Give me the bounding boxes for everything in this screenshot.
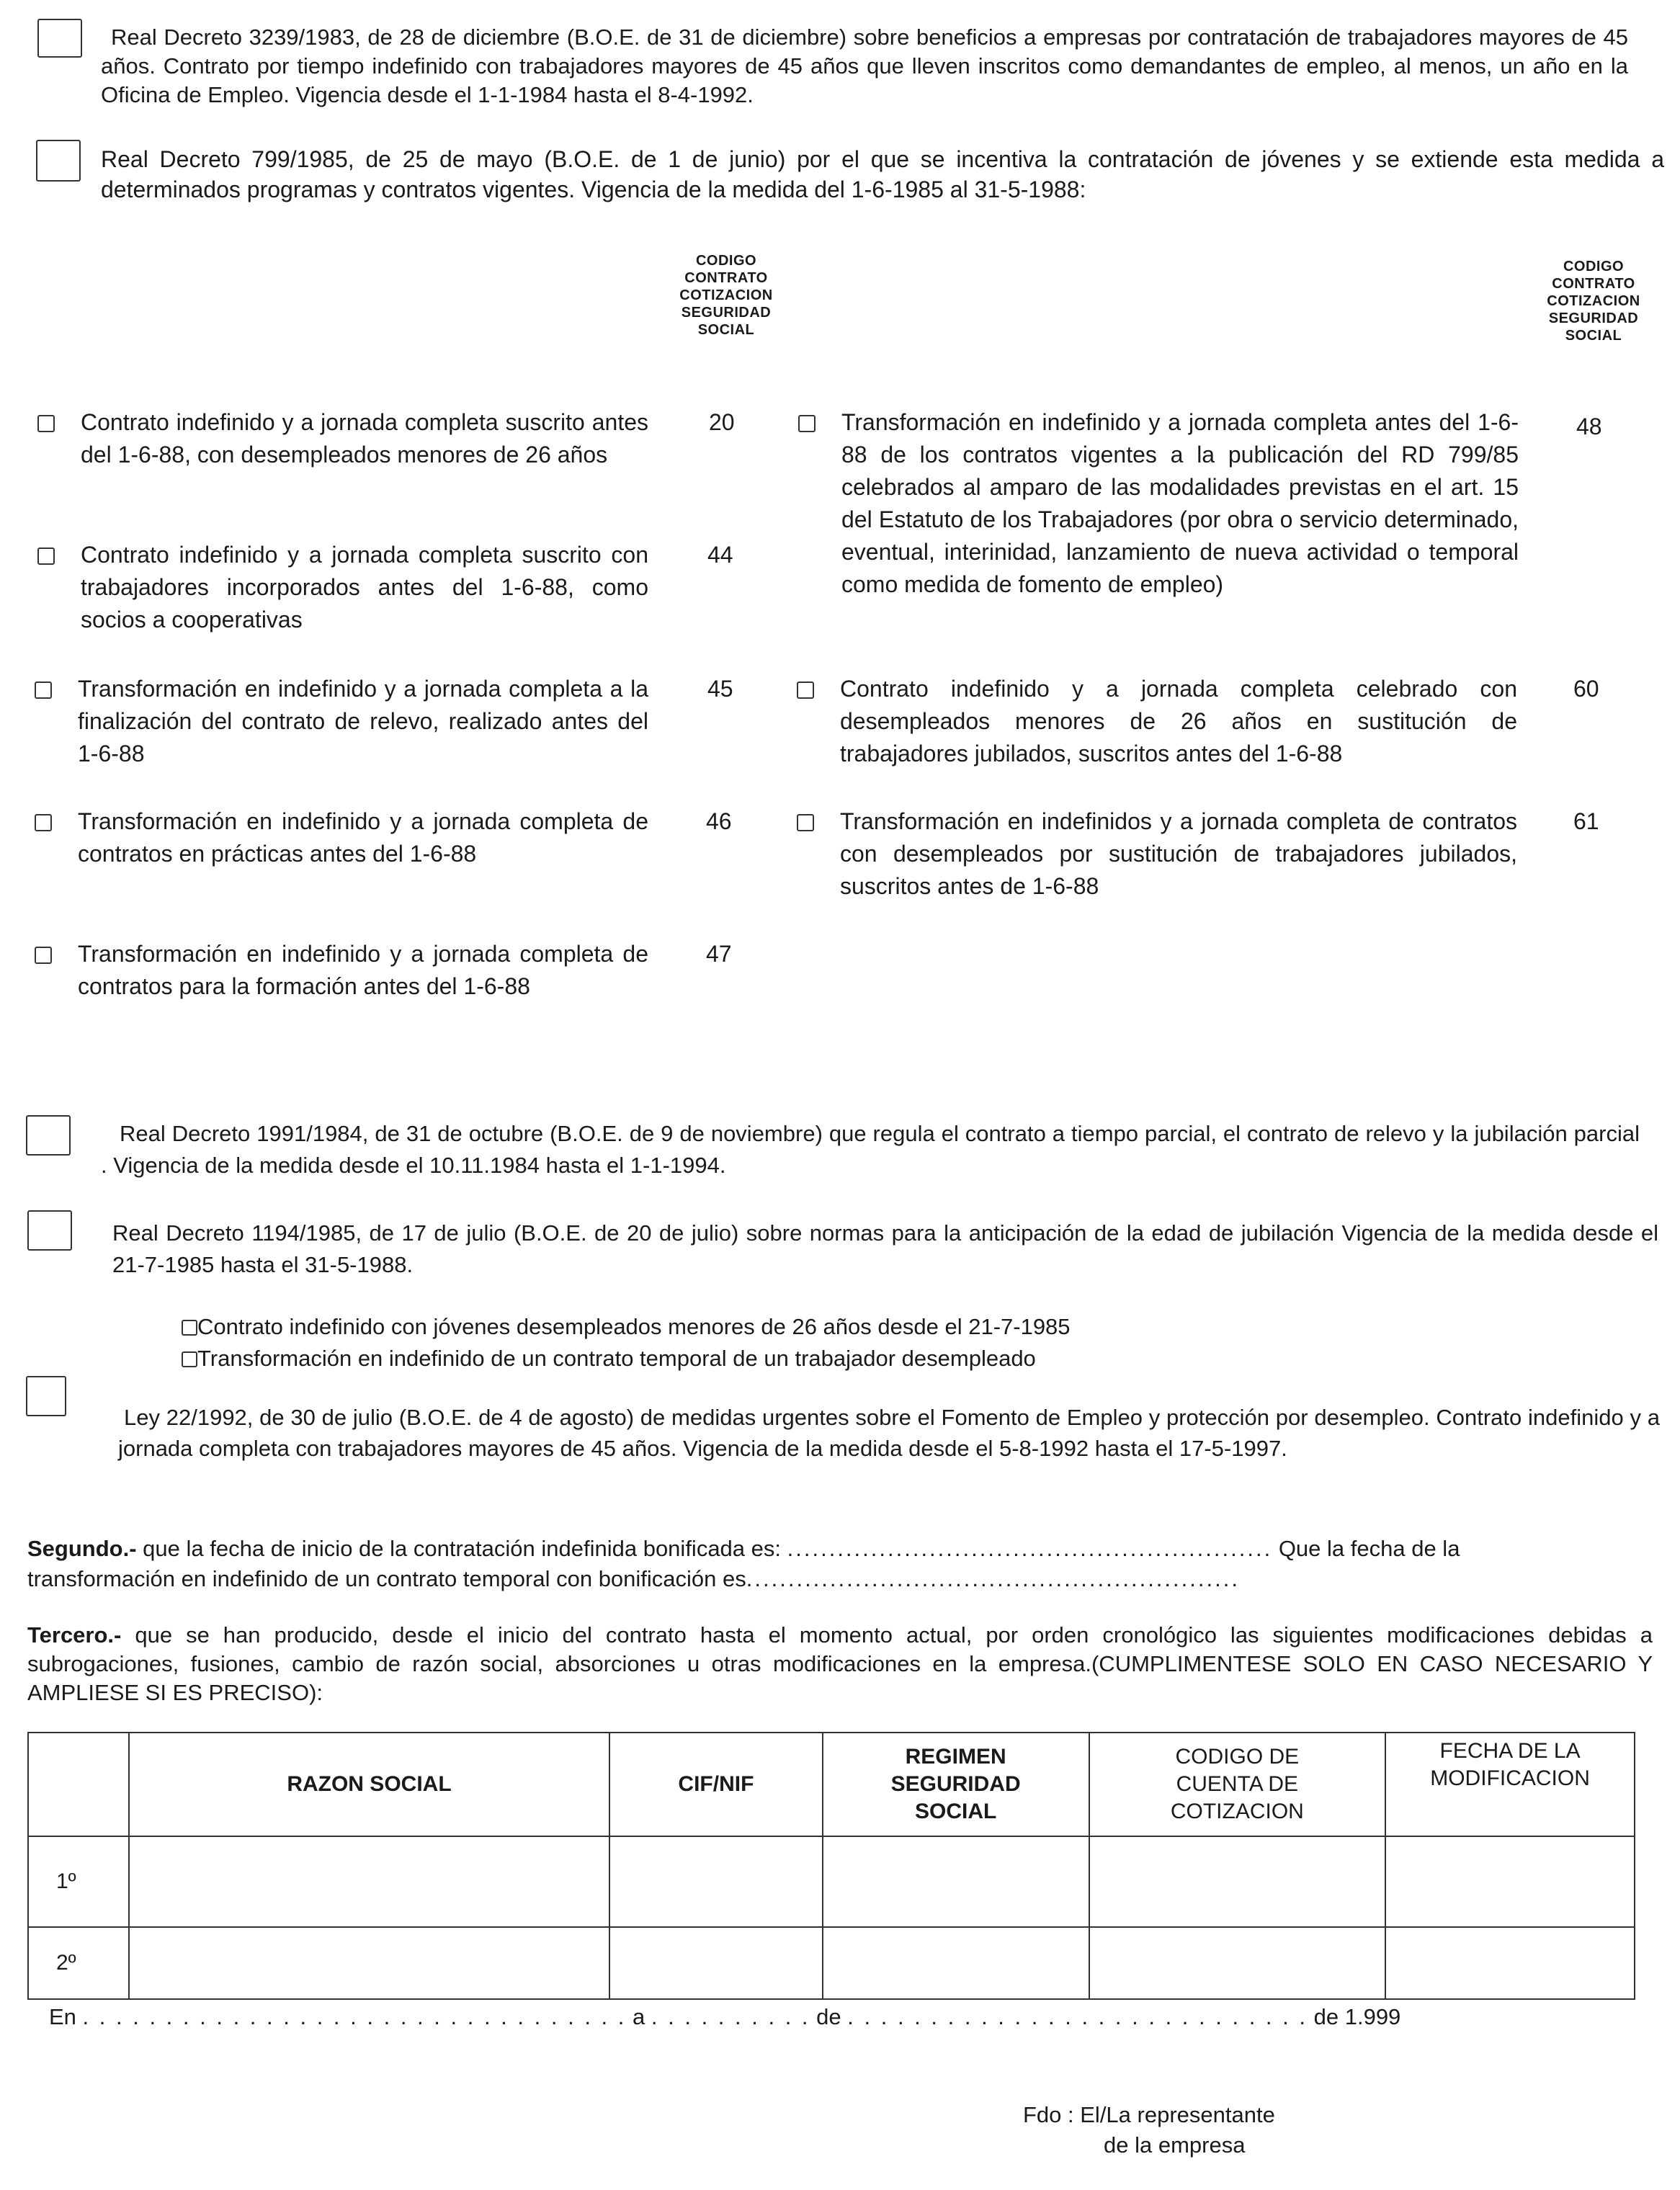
header-codigo-cuenta <box>1089 1733 1386 1836</box>
cif-nif-cell[interactable] <box>609 1836 823 1927</box>
place-label: En <box>49 2004 76 2029</box>
option-text: Contrato indefinido con jóvenes desempleados menores de 26 años desde el 21-7-1985 <box>197 1314 1071 1339</box>
header-line: SOCIAL <box>914 1800 997 1823</box>
option-checkbox[interactable] <box>35 814 52 831</box>
code-header-line: COTIZACION <box>679 287 773 303</box>
code-header-line: SEGURIDAD <box>681 305 772 321</box>
header-fecha-modificacion <box>1385 1733 1635 1836</box>
code-header-line: CONTRATO <box>684 270 768 286</box>
rd1194-option-1 <box>182 1313 1334 1341</box>
year-label: de 1.999 <box>1313 2004 1401 2029</box>
code-header-line: CODIGO <box>695 253 757 269</box>
segundo-label: Segundo.- <box>27 1536 137 1561</box>
rd799-checkbox[interactable] <box>36 140 81 182</box>
signature-line-2: de la empresa <box>1104 2132 1246 2158</box>
option-code-value: 48 <box>1576 414 1602 439</box>
option-text: Transformación en indefinido y a jornada completa de contratos para la formación antes del 1-6-88 <box>78 941 648 999</box>
header-line: CODIGO DE <box>1175 1745 1300 1769</box>
code-header-line: CONTRATO <box>1552 276 1635 292</box>
table-header-row <box>28 1733 1635 1836</box>
rd1194-text: Real Decreto 1194/1985, de 17 de julio (B.O.E. de 20 de julio) sobre normas para la anticipación de la edad de jubilación Vigencia de la medida desde el 21-7-1985 hasta el 31-5-1988. <box>112 1220 1658 1277</box>
tercero-label: Tercero.- <box>27 1622 122 1648</box>
option-code-45 <box>35 673 648 770</box>
option-code-20 <box>37 406 648 471</box>
place-field[interactable]: . . . . . . . . . . . . . . . . . . . . . . . . . . . . . . . . . <box>82 2004 627 2029</box>
fecha-modificacion-cell[interactable] <box>1385 1927 1635 1999</box>
day-label: a <box>633 2004 645 2029</box>
option-checkbox[interactable] <box>37 548 55 565</box>
option-checkbox[interactable] <box>798 415 816 432</box>
rd3239-checkbox[interactable] <box>37 19 82 58</box>
table-row <box>28 1927 1635 1999</box>
rd1991-checkbox[interactable] <box>26 1115 71 1156</box>
cif-nif-cell[interactable] <box>609 1927 823 1999</box>
option-code-value: 20 <box>709 409 735 435</box>
option-code-value: 44 <box>707 542 733 568</box>
option-code-48 <box>798 406 1519 601</box>
ley22-text: Ley 22/1992, de 30 de julio (B.O.E. de 4 de agosto) de medidas urgentes sobre el Fomento de Empleo y protección por desempleo. Contrato indefinido y a jornada completa con trabajadores mayores de 45 años. Vigencia de la medida desde el 5-8-1992 hasta el 17-5-1997. <box>118 1405 1660 1461</box>
header-line: MODIFICACION <box>1430 1766 1590 1790</box>
month-field[interactable]: . . . . . . . . . . . . . . . . . . . . . . . . . . . . <box>847 2004 1308 2029</box>
option-code-46 <box>35 805 648 870</box>
header-line: REGIMEN <box>905 1745 1006 1769</box>
option-text: Transformación en indefinido y a jornada completa a la finalización del contrato de relevo, realizado antes del 1-6-88 <box>78 676 648 766</box>
segundo-line-1 <box>27 1534 1641 1563</box>
rd3239-text: Real Decreto 3239/1983, de 28 de diciembre (B.O.E. de 31 de diciembre) sobre beneficios a empresas por contratación de trabajadores mayores de 45 años. Contrato por tiempo indefinido con trabajadores mayores de 45 años que lleven inscritos como demandantes de empleo, al menos, un año en la Oficina de Empleo. Vigencia desde el 1-1-1984 hasta el 8-4-1992. <box>101 24 1628 107</box>
header-line: FECHA DE LA <box>1439 1739 1581 1763</box>
option-text: Contrato indefinido y a jornada completa suscrito antes del 1-6-88, con desempleados menores de 26 años <box>81 409 648 468</box>
option-checkbox[interactable] <box>182 1320 197 1336</box>
segundo-line-2 <box>27 1565 1641 1594</box>
option-checkbox[interactable] <box>182 1351 197 1367</box>
header-line: SEGURIDAD <box>890 1772 1021 1796</box>
code-header-line: SEGURIDAD <box>1548 310 1639 326</box>
option-text: Contrato indefinido y a jornada completa suscrito con trabajadores incorporados antes del 1-6-88, como socios a cooperativas <box>81 542 648 633</box>
rd1991-text: Real Decreto 1991/1984, de 31 de octubre (B.O.E. de 9 de noviembre) que regula el contrato a tiempo parcial, el contrato de relevo y la jubilación parcial . Vigencia de la medida desde el 10.11.1984 hasta el 1-1-1994. <box>101 1121 1640 1178</box>
codigo-cuenta-cell[interactable] <box>1089 1927 1386 1999</box>
code-header-left <box>676 252 777 339</box>
option-code-value: 45 <box>707 676 733 702</box>
segundo-date-field[interactable]: .......................................................... <box>787 1536 1273 1561</box>
option-text: Contrato indefinido y a jornada completa celebrado con desempleados menores de 26 años en sustitución de trabajadores jubilados, suscritos antes del 1-6-88 <box>840 676 1517 766</box>
code-header-line: SOCIAL <box>697 322 755 338</box>
rd1194-checkbox[interactable] <box>27 1210 72 1251</box>
segundo-text-2: Que la fecha de la <box>1278 1536 1460 1561</box>
modifications-table <box>27 1732 1635 2000</box>
option-checkbox[interactable] <box>797 681 814 699</box>
option-code-value: 61 <box>1573 808 1599 834</box>
ley22-checkbox[interactable] <box>26 1376 66 1416</box>
header-line: CUENTA DE <box>1176 1772 1299 1796</box>
segundo-text-1: que la fecha de inicio de la contratación indefinida bonificada es: <box>143 1536 782 1561</box>
header-row-number <box>28 1733 129 1836</box>
option-checkbox[interactable] <box>797 814 814 831</box>
header-line: COTIZACION <box>1170 1800 1304 1823</box>
code-header-line: SOCIAL <box>1565 328 1622 344</box>
header-regimen <box>823 1733 1089 1836</box>
option-text: Transformación en indefinido de un contrato temporal de un trabajador desempleado <box>197 1346 1036 1371</box>
header-razon-social: RAZON SOCIAL <box>129 1733 609 1836</box>
option-code-value: 60 <box>1573 676 1599 702</box>
row-number: 2º <box>28 1927 129 1999</box>
table-row <box>28 1836 1635 1927</box>
option-code-44 <box>37 539 648 636</box>
month-label: de <box>816 2004 841 2029</box>
regimen-cell[interactable] <box>823 1836 1089 1927</box>
option-text: Transformación en indefinidos y a jornada completa de contratos con desempleados por sustitución de trabajadores jubilados, suscritos antes de 1-6-88 <box>840 808 1517 899</box>
tercero-text: que se han producido, desde el inicio del contrato hasta el momento actual, por orden cronológico las siguientes modificaciones debidas a subrogaciones, fusiones, cambio de razón social, absorciones u otras modificaciones en la empresa.(CUMPLIMENTESE SOLO EN CASO NECESARIO Y AMPLIESE SI ES PRECISO): <box>27 1622 1653 1705</box>
row-number: 1º <box>28 1836 129 1927</box>
option-text: Transformación en indefinido y a jornada completa antes del 1-6-88 de los contratos vigentes a la publicación del RD 799/85 celebrados al amparo de las modalidades previstas en el art. 15 del Estatuto de los Trabajadores (por obra o servicio determinado, eventual, interinidad, lanzamiento de nueva actividad o temporal como medida de fomento de empleo) <box>841 409 1519 597</box>
code-header-right <box>1536 258 1651 344</box>
segundo-text-3: transformación en indefinido de un contrato temporal con bonificación es <box>27 1566 746 1591</box>
option-code-61 <box>797 805 1517 903</box>
fecha-modificacion-cell[interactable] <box>1385 1836 1635 1927</box>
razon-social-cell[interactable] <box>129 1836 609 1927</box>
segundo-transformation-field[interactable]: ........................................................... <box>746 1566 1240 1591</box>
codigo-cuenta-cell[interactable] <box>1089 1836 1386 1927</box>
place-date-line <box>49 2003 1401 2032</box>
signature-line-1: Fdo : El/La representante <box>1023 2102 1275 2127</box>
option-checkbox[interactable] <box>35 681 52 699</box>
header-cif-nif: CIF/NIF <box>609 1733 823 1836</box>
option-text: Transformación en indefinido y a jornada completa de contratos en prácticas antes del 1-6-88 <box>78 808 648 867</box>
rd1194-option-2 <box>182 1344 1334 1373</box>
day-field[interactable]: . . . . . . . . . . <box>651 2004 810 2029</box>
option-code-47 <box>35 938 648 1003</box>
option-checkbox[interactable] <box>37 415 55 432</box>
code-header-line: CODIGO <box>1563 259 1625 274</box>
regimen-cell[interactable] <box>823 1927 1089 1999</box>
option-code-value: 46 <box>706 808 732 834</box>
option-code-60 <box>797 673 1517 770</box>
rd799-text: Real Decreto 799/1985, de 25 de mayo (B.O.E. de 1 de junio) por el que se incentiva la contratación de jóvenes y se extiende esta medida a determinados programas y contratos vigentes. Vigencia de la medida del 1-6-1985 al 31-5-1988: <box>101 146 1664 202</box>
option-code-value: 47 <box>706 941 732 967</box>
razon-social-cell[interactable] <box>129 1927 609 1999</box>
tercero-paragraph <box>27 1621 1653 1707</box>
option-checkbox[interactable] <box>35 947 52 964</box>
code-header-line: COTIZACION <box>1547 293 1640 309</box>
